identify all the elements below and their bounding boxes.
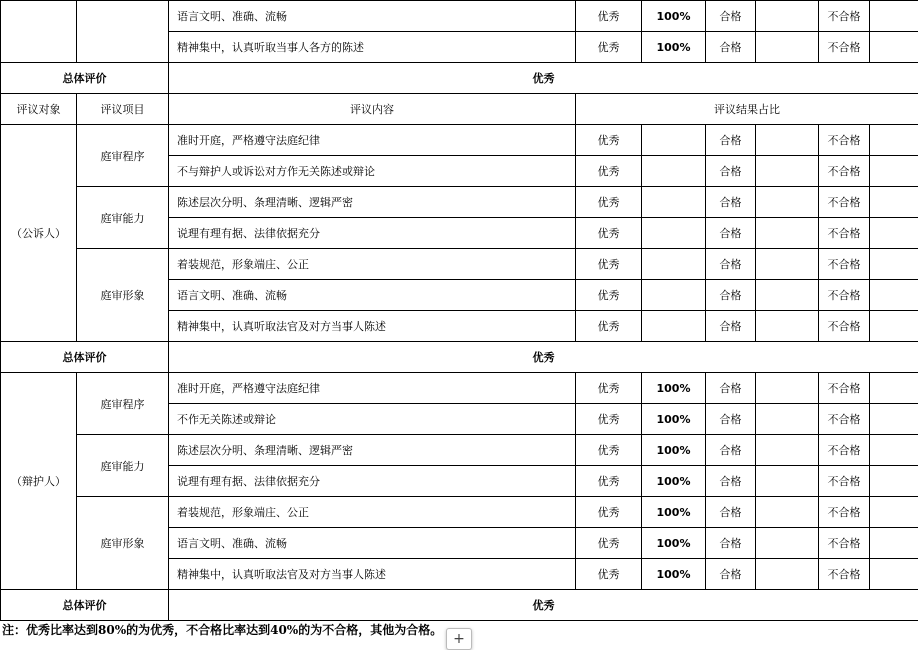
blank-cell <box>870 218 918 249</box>
content-cell: 说理有理有据、法律依据充分 <box>169 218 576 249</box>
pass-cell: 合格 <box>706 404 756 435</box>
fail-cell: 不合格 <box>819 187 870 218</box>
blank-cell <box>756 1 819 32</box>
header-object: 评议对象 <box>1 94 77 125</box>
content-cell: 着装规范，形象端庄、公正 <box>169 497 576 528</box>
blank-cell <box>870 156 918 187</box>
blank-cell <box>870 187 918 218</box>
blank-cell <box>756 435 819 466</box>
fail-cell: 不合格 <box>819 528 870 559</box>
pass-cell: 合格 <box>706 249 756 280</box>
blank-cell <box>870 497 918 528</box>
header-row <box>1 94 918 125</box>
fail-cell: 不合格 <box>819 1 870 32</box>
pass-cell: 合格 <box>706 280 756 311</box>
table-row <box>1 435 918 466</box>
percent-cell <box>642 249 706 280</box>
blank-cell <box>756 466 819 497</box>
pass-cell: 合格 <box>706 1 756 32</box>
object-cell <box>1 1 77 63</box>
pass-cell: 合格 <box>706 187 756 218</box>
blank-cell <box>756 404 819 435</box>
pass-cell: 合格 <box>706 528 756 559</box>
percent-cell: 100% <box>642 1 706 32</box>
blank-cell <box>870 32 918 63</box>
add-row-button[interactable] <box>446 628 472 650</box>
percent-cell: 100% <box>642 404 706 435</box>
percent-cell <box>642 218 706 249</box>
pass-cell: 合格 <box>706 218 756 249</box>
percent-cell: 100% <box>642 435 706 466</box>
excellent-cell: 优秀 <box>576 187 642 218</box>
fail-cell: 不合格 <box>819 466 870 497</box>
content-cell: 精神集中，认真听取法官及对方当事人陈述 <box>169 311 576 342</box>
pass-cell: 合格 <box>706 559 756 590</box>
table-row <box>1 497 918 528</box>
fail-cell: 不合格 <box>819 32 870 63</box>
header-result: 评议结果占比 <box>576 94 918 125</box>
table-row <box>1 373 918 404</box>
content-cell: 精神集中，认真听取法官及对方当事人陈述 <box>169 559 576 590</box>
item-cell: 庭审形象 <box>77 497 169 590</box>
total-label: 总体评价 <box>1 63 169 94</box>
percent-cell <box>642 125 706 156</box>
blank-cell <box>756 559 819 590</box>
percent-cell: 100% <box>642 528 706 559</box>
header-item: 评议项目 <box>77 94 169 125</box>
excellent-cell: 优秀 <box>576 32 642 63</box>
blank-cell <box>756 125 819 156</box>
fail-cell: 不合格 <box>819 373 870 404</box>
percent-cell <box>642 187 706 218</box>
total-value: 优秀 <box>169 342 918 373</box>
excellent-cell: 优秀 <box>576 466 642 497</box>
blank-cell <box>756 280 819 311</box>
blank-cell <box>870 373 918 404</box>
fail-cell: 不合格 <box>819 311 870 342</box>
fail-cell: 不合格 <box>819 404 870 435</box>
excellent-cell: 优秀 <box>576 218 642 249</box>
blank-cell <box>870 466 918 497</box>
total-label: 总体评价 <box>1 342 169 373</box>
excellent-cell: 优秀 <box>576 1 642 32</box>
percent-cell: 100% <box>642 497 706 528</box>
total-value: 优秀 <box>169 590 918 621</box>
blank-cell <box>756 528 819 559</box>
plus-icon: + <box>453 631 465 647</box>
blank-cell <box>870 435 918 466</box>
blank-cell <box>756 32 819 63</box>
content-cell: 陈述层次分明、条理清晰、逻辑严密 <box>169 435 576 466</box>
percent-cell: 100% <box>642 373 706 404</box>
blank-cell <box>870 280 918 311</box>
excellent-cell: 优秀 <box>576 280 642 311</box>
table-row <box>1 125 918 156</box>
pass-cell: 合格 <box>706 311 756 342</box>
total-row <box>1 342 918 373</box>
excellent-cell: 优秀 <box>576 559 642 590</box>
fail-cell: 不合格 <box>819 125 870 156</box>
item-cell: 庭审能力 <box>77 187 169 249</box>
total-label: 总体评价 <box>1 590 169 621</box>
blank-cell <box>756 187 819 218</box>
blank-cell <box>870 1 918 32</box>
total-value: 优秀 <box>169 63 918 94</box>
percent-cell: 100% <box>642 32 706 63</box>
table-row <box>1 1 918 32</box>
excellent-cell: 优秀 <box>576 125 642 156</box>
pass-cell: 合格 <box>706 373 756 404</box>
blank-cell <box>756 156 819 187</box>
pass-cell: 合格 <box>706 497 756 528</box>
excellent-cell: 优秀 <box>576 528 642 559</box>
item-cell: 庭审程序 <box>77 373 169 435</box>
blank-cell <box>870 311 918 342</box>
item-cell: 庭审能力 <box>77 435 169 497</box>
blank-cell <box>870 249 918 280</box>
pass-cell: 合格 <box>706 156 756 187</box>
excellent-cell: 优秀 <box>576 435 642 466</box>
excellent-cell: 优秀 <box>576 156 642 187</box>
content-cell: 语言文明、准确、流畅 <box>169 280 576 311</box>
percent-cell <box>642 311 706 342</box>
table-row <box>1 249 918 280</box>
content-cell: 语言文明、准确、流畅 <box>169 1 576 32</box>
blank-cell <box>756 218 819 249</box>
content-cell: 说理有理有据、法律依据充分 <box>169 466 576 497</box>
content-cell: 准时开庭，严格遵守法庭纪律 <box>169 125 576 156</box>
blank-cell <box>756 249 819 280</box>
item-cell: 庭审程序 <box>77 125 169 187</box>
blank-cell <box>756 311 819 342</box>
table-row <box>1 187 918 218</box>
content-cell: 语言文明、准确、流畅 <box>169 528 576 559</box>
content-cell: 准时开庭，严格遵守法庭纪律 <box>169 373 576 404</box>
content-cell: 精神集中，认真听取当事人各方的陈述 <box>169 32 576 63</box>
item-cell <box>77 1 169 63</box>
excellent-cell: 优秀 <box>576 373 642 404</box>
total-row <box>1 590 918 621</box>
blank-cell <box>870 528 918 559</box>
total-row <box>1 63 918 94</box>
percent-cell: 100% <box>642 559 706 590</box>
pass-cell: 合格 <box>706 32 756 63</box>
header-content: 评议内容 <box>169 94 576 125</box>
excellent-cell: 优秀 <box>576 249 642 280</box>
content-cell: 不作无关陈述或辩论 <box>169 404 576 435</box>
fail-cell: 不合格 <box>819 559 870 590</box>
percent-cell <box>642 280 706 311</box>
item-cell: 庭审形象 <box>77 249 169 342</box>
blank-cell <box>756 373 819 404</box>
percent-cell <box>642 156 706 187</box>
fail-cell: 不合格 <box>819 218 870 249</box>
content-cell: 不与辩护人或诉讼对方作无关陈述或辩论 <box>169 156 576 187</box>
pass-cell: 合格 <box>706 435 756 466</box>
percent-cell: 100% <box>642 466 706 497</box>
excellent-cell: 优秀 <box>576 311 642 342</box>
blank-cell <box>870 559 918 590</box>
pass-cell: 合格 <box>706 466 756 497</box>
excellent-cell: 优秀 <box>576 497 642 528</box>
blank-cell <box>756 497 819 528</box>
fail-cell: 不合格 <box>819 249 870 280</box>
object-defender: （辩护人） <box>1 373 77 590</box>
content-cell: 着装规范，形象端庄、公正 <box>169 249 576 280</box>
fail-cell: 不合格 <box>819 497 870 528</box>
object-prosecutor: （公诉人） <box>1 125 77 342</box>
blank-cell <box>870 404 918 435</box>
fail-cell: 不合格 <box>819 435 870 466</box>
fail-cell: 不合格 <box>819 156 870 187</box>
pass-cell: 合格 <box>706 125 756 156</box>
blank-cell <box>870 125 918 156</box>
excellent-cell: 优秀 <box>576 404 642 435</box>
fail-cell: 不合格 <box>819 280 870 311</box>
content-cell: 陈述层次分明、条理清晰、逻辑严密 <box>169 187 576 218</box>
footnote: 注：优秀比率达到80%的为优秀，不合格比率达到40%的为不合格，其他为合格。 <box>2 623 443 637</box>
